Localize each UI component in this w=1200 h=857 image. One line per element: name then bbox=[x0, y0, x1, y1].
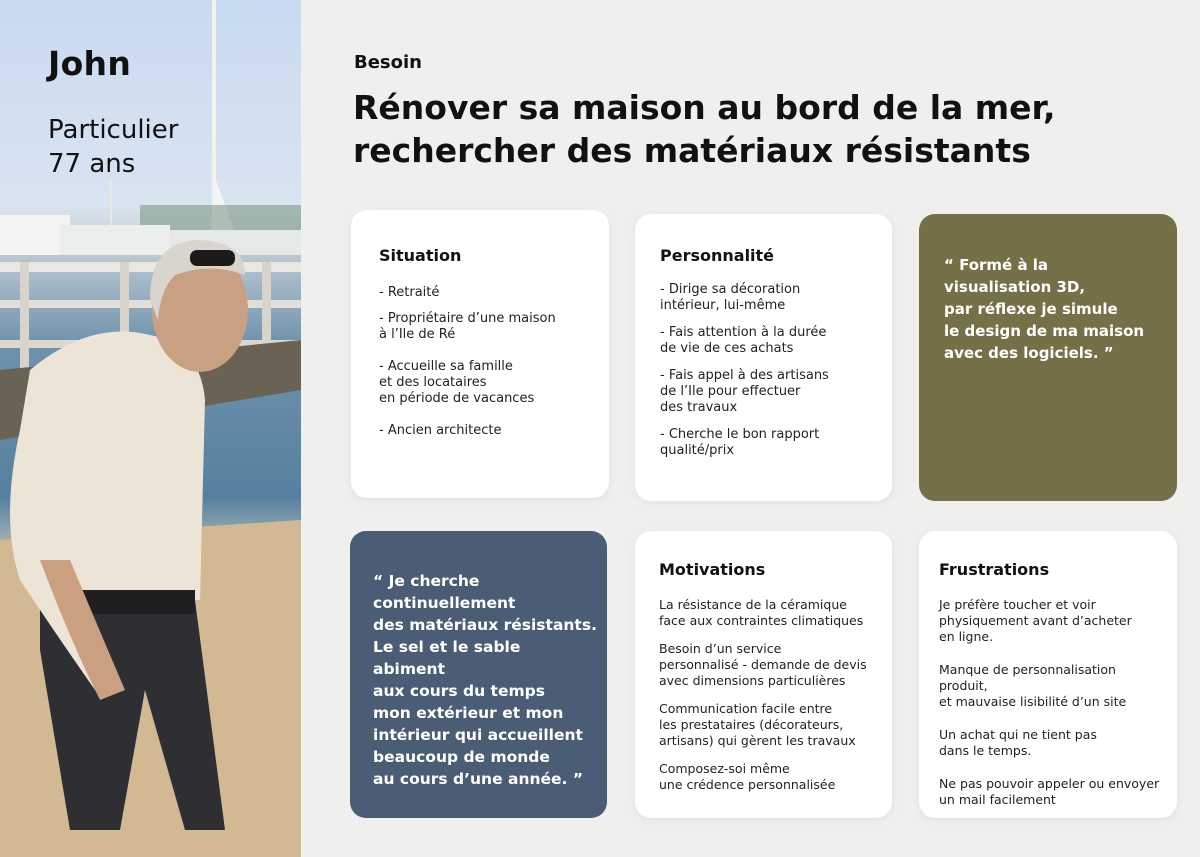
list-item: - Fais attention à la durée de vie de ces achats bbox=[660, 325, 827, 356]
list-item: Ne pas pouvoir appeler ou envoyer un mail facilement bbox=[939, 776, 1160, 807]
personality-list bbox=[660, 282, 878, 459]
frustrations-title: Frustrations bbox=[939, 560, 1050, 579]
situation-title: Situation bbox=[379, 246, 462, 265]
list-item: - Retraité bbox=[379, 285, 440, 300]
situation-card bbox=[351, 210, 609, 498]
persona-role: Particulier bbox=[48, 115, 179, 145]
need-label: Besoin bbox=[354, 52, 422, 73]
motivations-list bbox=[659, 597, 880, 793]
list-item: Un achat qui ne tient pas dans le temps. bbox=[939, 727, 1097, 758]
list-item: La résistance de la céramique face aux contraintes climatiques bbox=[659, 597, 864, 628]
list-item: Composez-soi même une crédence personnalisée bbox=[659, 761, 836, 792]
list-item: Communication facile entre les prestataires (décorateurs, artisans) qui gèrent les travaux bbox=[659, 701, 856, 748]
need-title bbox=[353, 86, 1153, 172]
need-title-line: Rénover sa maison au bord de la mer, bbox=[353, 88, 1056, 127]
motivations-title: Motivations bbox=[659, 560, 766, 579]
list-item: - Accueille sa famille et des locataires en période de vacances bbox=[379, 359, 535, 406]
persona-name: John bbox=[48, 44, 132, 83]
list-item: Manque de personnalisation produit, et mauvaise lisibilité d’un site bbox=[939, 662, 1127, 709]
list-item: Je préfère toucher et voir physiquement avant d’acheter en ligne. bbox=[939, 597, 1132, 644]
frustrations-list bbox=[939, 597, 1167, 808]
need-title-line: rechercher des matériaux résistants bbox=[353, 131, 1031, 170]
list-item: Besoin d’un service personnalisé - demande de devis avec dimensions particulières bbox=[659, 641, 867, 688]
list-item: - Propriétaire d’une maison à l’Ile de Ré bbox=[379, 311, 556, 342]
persona-photo bbox=[0, 0, 301, 857]
quote-3d-visualisation: “ Formé à la visualisation 3D, par réflexe je simule le design de ma maison avec des logiciels. ” bbox=[919, 214, 1177, 501]
persona-age: 77 ans bbox=[48, 149, 136, 179]
situation-list bbox=[379, 285, 593, 439]
personality-card bbox=[635, 214, 892, 501]
list-item: - Fais appel à des artisans de l’Ile pour effectuer des travaux bbox=[660, 368, 829, 415]
list-item: - Dirige sa décoration intérieur, lui-même bbox=[660, 282, 801, 313]
frustrations-card bbox=[919, 531, 1177, 818]
list-item: - Cherche le bon rapport qualité/prix bbox=[660, 427, 820, 458]
quote-resistant-materials: “ Je cherche continuellement des matériaux résistants. Le sel et le sable abiment aux cours du temps mon extérieur et mon intérieur qui accueillent beaucoup de monde au cours d’une année. ” bbox=[350, 531, 607, 818]
list-item: - Ancien architecte bbox=[379, 423, 502, 438]
motivations-card bbox=[635, 531, 892, 818]
personality-title: Personnalité bbox=[660, 246, 775, 265]
